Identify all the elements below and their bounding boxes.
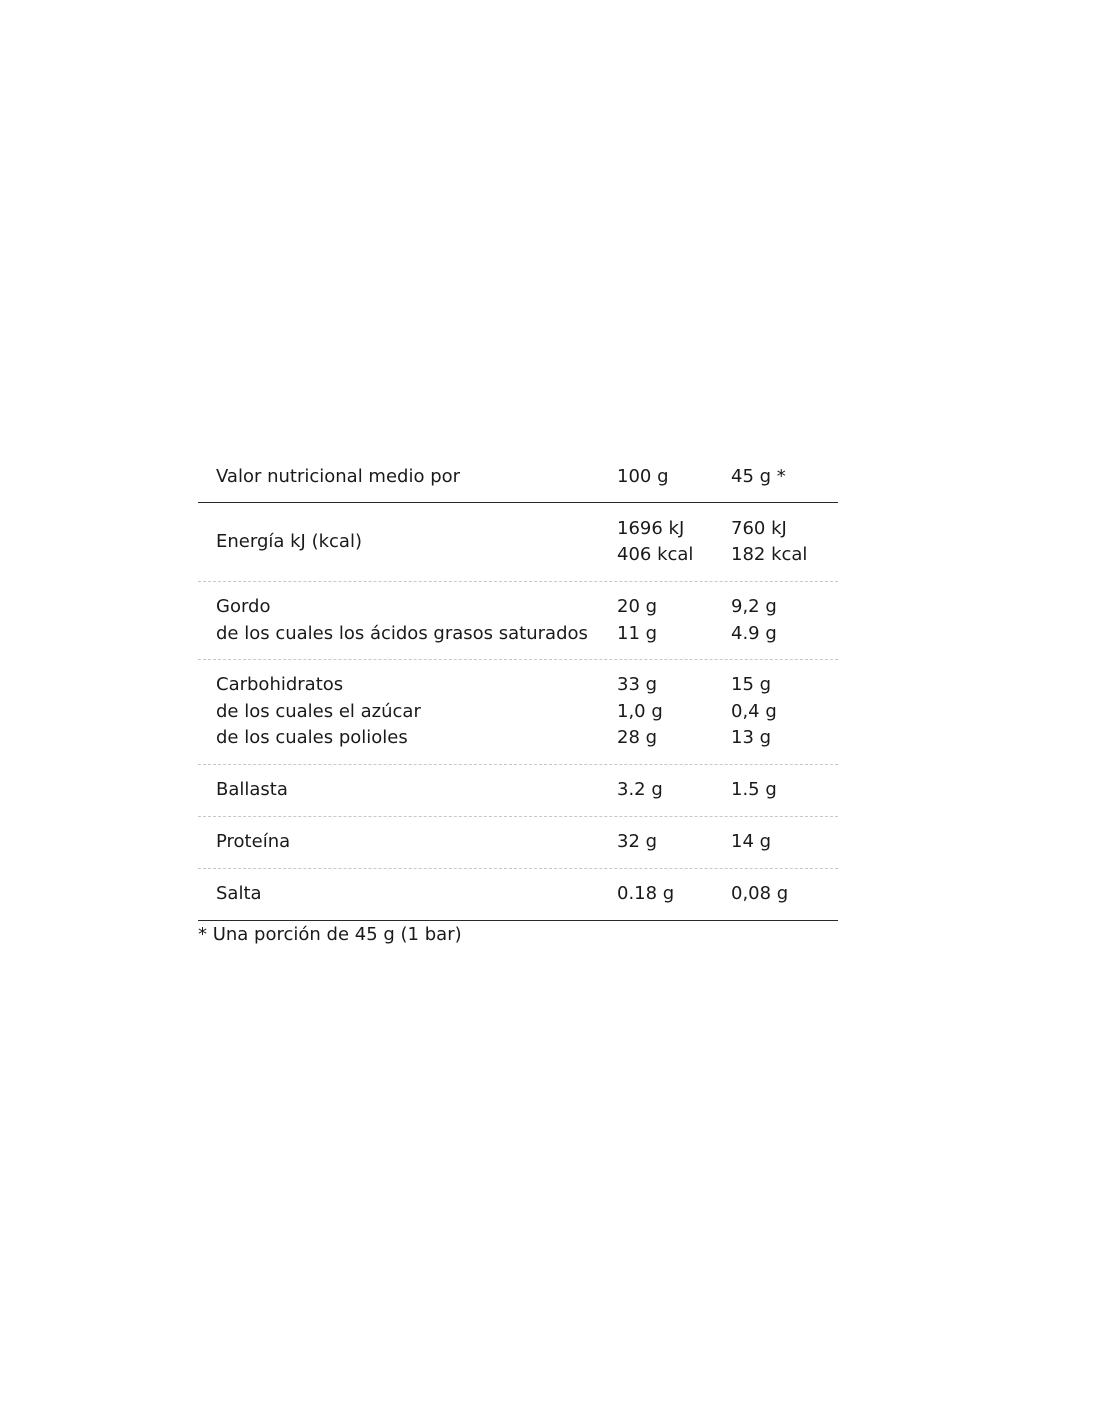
polyols-100g: 28 g [617, 727, 658, 749]
polyols-45g: 13 g [731, 727, 772, 749]
sugar-100g: 1,0 g [617, 700, 663, 722]
protein-100g: 32 g [617, 831, 658, 853]
carbohydrates-label: Carbohidratos [216, 674, 344, 696]
nutrition-table [198, 452, 838, 948]
table-row-protein [198, 817, 838, 869]
table-row-salt [198, 869, 838, 921]
table-row-fat [198, 582, 838, 660]
energy-kj-100g: 1696 kJ [617, 517, 685, 539]
energy-label: Energía kJ (kcal) [216, 530, 362, 552]
salt-label: Salta [216, 883, 262, 905]
protein-label: Proteína [216, 831, 291, 853]
fibre-45g: 1.5 g [731, 779, 777, 801]
salt-100g: 0.18 g [617, 883, 675, 905]
energy-kcal-45g: 182 kcal [731, 544, 808, 565]
polyols-label: de los cuales polioles [216, 727, 408, 749]
table-row-energy [198, 503, 838, 582]
table-header-row [198, 452, 838, 503]
saturated-fat-100g: 11 g [617, 622, 658, 644]
fibre-label: Ballasta [216, 779, 288, 801]
fat-45g: 9,2 g [731, 596, 777, 617]
header-per-100g: 100 g [617, 465, 669, 487]
carbohydrates-45g: 15 g [731, 674, 772, 696]
energy-kcal-100g: 406 kcal [617, 544, 694, 565]
serving-footnote: * Una porción de 45 g (1 bar) [198, 924, 462, 945]
table-row-fibre [198, 765, 838, 817]
table-row-carbohydrates [198, 660, 838, 765]
saturated-fat-label: de los cuales los ácidos grasos saturados [216, 622, 588, 644]
fat-100g: 20 g [617, 596, 658, 617]
sugar-label: de los cuales el azúcar [216, 700, 421, 722]
energy-kj-45g: 760 kJ [731, 517, 787, 539]
sugar-45g: 0,4 g [731, 700, 777, 722]
fibre-100g: 3.2 g [617, 779, 663, 801]
protein-45g: 14 g [731, 831, 772, 853]
salt-45g: 0,08 g [731, 883, 789, 905]
carbohydrates-100g: 33 g [617, 674, 658, 696]
header-per-serving: 45 g * [731, 465, 786, 487]
fat-label: Gordo [216, 596, 271, 617]
saturated-fat-45g: 4.9 g [731, 622, 777, 644]
header-label: Valor nutricional medio por [216, 465, 461, 487]
